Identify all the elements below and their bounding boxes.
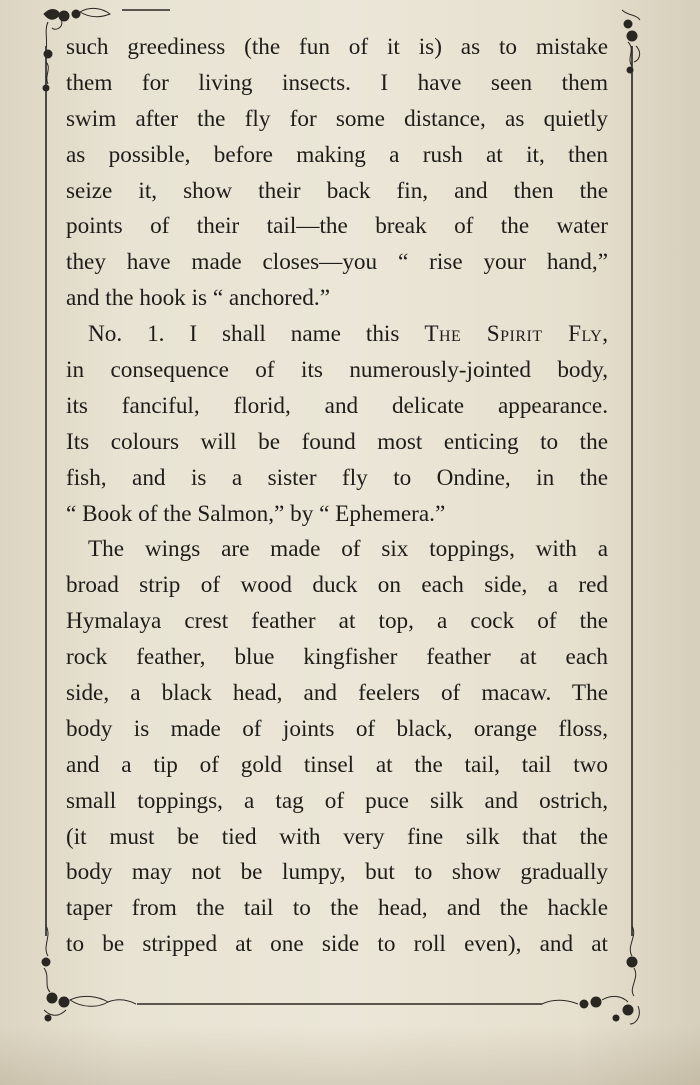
text-line: and the hook is “ anchored.” xyxy=(66,285,330,312)
text-line: Its colours will be found most enticing to the xyxy=(66,428,608,455)
text-line: they have made closes—you “ rise your hand,” xyxy=(66,249,608,276)
floral-corner-top-right-icon xyxy=(622,10,640,73)
text-line: such greediness (the fun of it is) as to mistake xyxy=(66,34,608,60)
text-line: to be stripped at one side to roll even), and at xyxy=(66,931,608,958)
text-line: small toppings, a tag of puce silk and ostrich, xyxy=(66,787,608,814)
paragraph-spirit-fly xyxy=(66,317,608,532)
text-line: body may not be lumpy, but to show gradually xyxy=(66,859,608,886)
text-line: points of their tail—the break of the water xyxy=(66,213,608,240)
text-line-end: , xyxy=(602,321,608,348)
fly-name: The Spirit Fly xyxy=(424,321,603,348)
text-line: them for living insects. I have seen them xyxy=(66,69,608,96)
text-line: its fanciful, florid, and delicate appearance. xyxy=(66,392,608,419)
text-line xyxy=(66,317,608,353)
text-line: Hymalaya crest feather at top, a cock of the xyxy=(66,608,608,635)
text-line: The wings are made of six toppings, with a xyxy=(88,536,608,563)
text-line: swim after the fly for some distance, as quietly xyxy=(66,105,608,132)
paragraph-wings xyxy=(66,532,608,963)
text-line: seize it, show their back fin, and then the xyxy=(66,177,608,204)
text-line: “ Book of the Salmon,” by “ Ephemera.” xyxy=(66,500,446,527)
text-line: and a tip of gold tinsel at the tail, tail two xyxy=(66,751,608,778)
text-line: fish, and is a sister fly to Ondine, in the xyxy=(66,464,608,491)
text-line-start: No. 1. I shall name this xyxy=(88,321,425,348)
text-line: rock feather, blue kingfisher feather at each xyxy=(66,644,608,671)
text-line: broad strip of wood duck on each side, a red xyxy=(66,572,608,599)
text-line: taper from the tail to the head, and the hackle xyxy=(66,895,608,922)
paragraph-continuation xyxy=(66,30,608,317)
text-line: body is made of joints of black, orange floss, xyxy=(66,715,608,742)
page-text xyxy=(66,30,608,963)
text-line: (it must be tied with very fine silk that the xyxy=(66,823,608,850)
text-line: in consequence of its numerously-jointed body, xyxy=(66,357,608,384)
page-shadow xyxy=(0,1025,700,1085)
text-line: side, a black head, and feelers of macaw. The xyxy=(66,680,608,707)
text-line: as possible, before making a rush at it, then xyxy=(66,141,608,168)
